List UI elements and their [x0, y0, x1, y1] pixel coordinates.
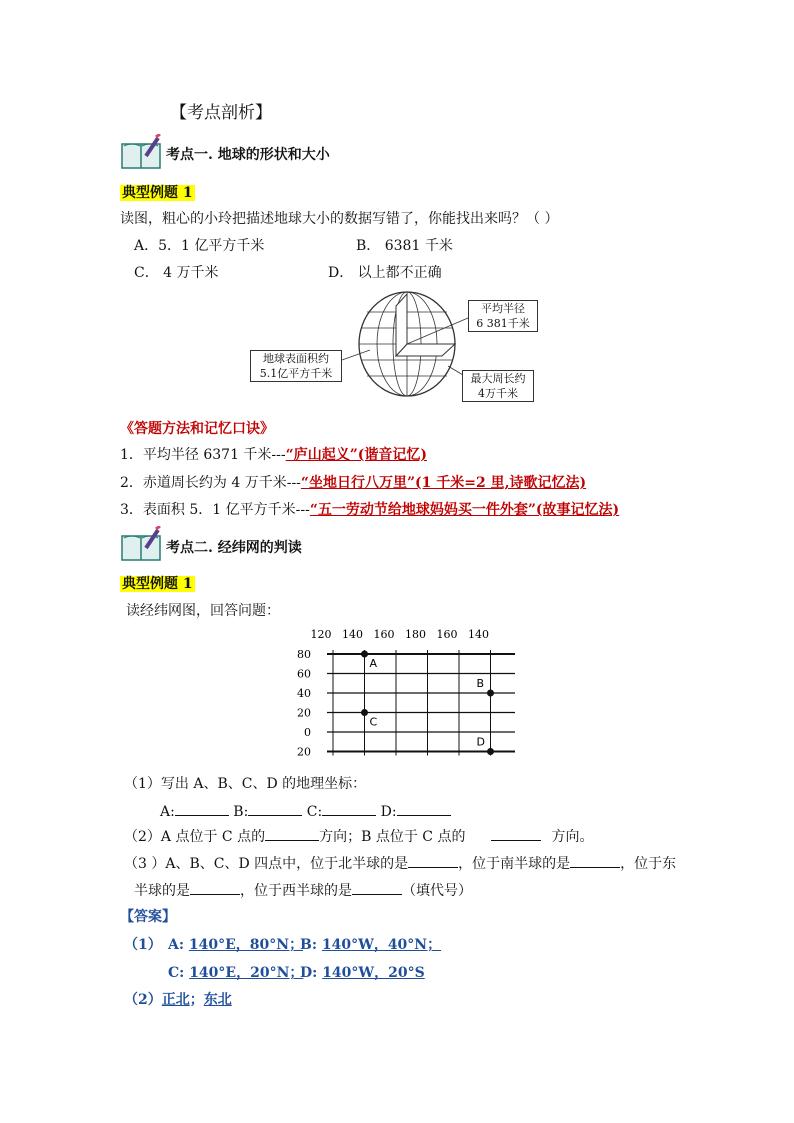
tips-title: 《答题方法和记忆口诀》	[120, 421, 274, 437]
question-2: （2）A 点位于 C 点的 方向；B 点位于 C 点的 方向。	[124, 826, 593, 846]
section-title: 考点一. 地球的形状和大小	[166, 147, 330, 163]
latlon-grid	[295, 624, 515, 764]
book-pencil-icon	[120, 134, 164, 170]
answer-c: C: 140°E，20°N；	[168, 965, 304, 981]
latitude-label: 80	[297, 648, 311, 661]
point-label: B	[476, 677, 485, 690]
longitude-label: 120	[310, 628, 332, 641]
longitude-label: 180	[405, 628, 426, 641]
latitude-label: 20	[297, 706, 311, 720]
point-label: A	[369, 657, 378, 670]
area-label: 地球表面积约 5.1亿平方千米	[250, 350, 342, 382]
coordinate-blanks: A: B: C: D:	[160, 801, 451, 820]
latitude-label: 0	[304, 726, 311, 739]
answer-a: A: 140°E，80°N；	[168, 937, 304, 953]
question-text: 读图，粗心的小玲把描述地球大小的数据写错了，你能找出来吗？（ ）	[120, 211, 559, 227]
example-label: 典型例题 1	[122, 185, 193, 201]
option-c: C． 4 万千米	[134, 265, 219, 281]
answer-2: （2）正北；东北	[124, 992, 232, 1008]
longitude-label: 140	[342, 628, 363, 641]
answer-b: B: 140°W，40°N；	[300, 937, 442, 953]
option-a: A．5．1 亿平方千米	[134, 238, 265, 254]
radius-label: 平均半径 6 381千米	[468, 300, 538, 332]
book-pencil-icon	[120, 526, 164, 562]
longitude-label: 160	[373, 628, 395, 641]
page-title: 【考点剖析】	[170, 103, 272, 123]
example-label: 典型例题 1	[122, 576, 193, 592]
tip-3: 3．表面积 5．1 亿平方千米---“五一劳动节给地球妈妈买一件外套”(故事记忆法)	[120, 502, 620, 518]
point-marker	[487, 690, 494, 697]
answer-title: 【答案】	[120, 909, 176, 925]
question-3-line-1: （3 ）A、B、C、D 四点中，位于北半球的是 ，位于南半球的是 ，位于东	[124, 853, 676, 873]
point-marker	[361, 709, 368, 716]
section-title: 考点二. 经纬网的判读	[166, 540, 302, 556]
longitude-label: 160	[436, 628, 458, 641]
earth-diagram	[250, 288, 540, 413]
point-label: D	[476, 735, 485, 749]
answer-1-label: （1）	[124, 937, 162, 953]
latitude-label: 20	[297, 745, 311, 759]
point-marker	[361, 651, 368, 658]
tip-1: 1．平均半径 6371 千米---“庐山起义”(谐音记忆)	[120, 447, 427, 463]
option-b: B． 6381 千米	[356, 238, 453, 254]
latitude-label: 40	[297, 687, 311, 700]
question-1: （1）写出 A、B、C、D 的地理坐标：	[124, 776, 367, 792]
point-label: C	[369, 715, 378, 729]
latitude-label: 60	[297, 667, 311, 681]
circumference-label: 最大周长约 4万千米	[462, 370, 534, 402]
point-marker	[487, 748, 494, 755]
option-d: D． 以上都不正确	[328, 265, 442, 281]
question-3-line-2: 半球的是 ，位于西半球的是 （填代号）	[134, 880, 472, 900]
tip-2: 2．赤道周长约为 4 万千米---“坐地日行八万里”(1 千米=2 里,诗歌记忆法)	[120, 475, 587, 491]
longitude-label: 140	[468, 628, 489, 641]
intro-text: 读经纬网图，回答问题：	[126, 603, 280, 619]
answer-d: D: 140°W，20°S	[300, 965, 425, 981]
